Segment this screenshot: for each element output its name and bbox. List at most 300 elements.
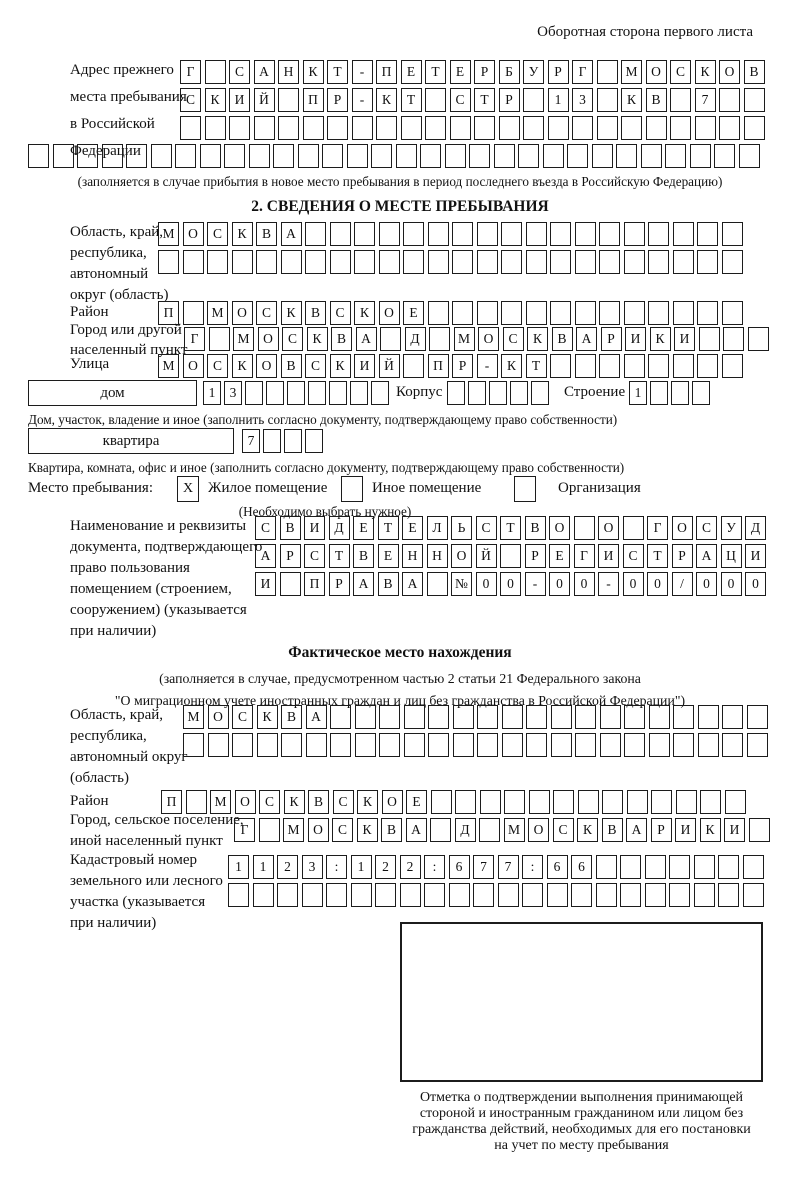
char-box[interactable]	[354, 222, 375, 246]
char-box[interactable]	[208, 733, 229, 757]
char-box[interactable]	[673, 250, 694, 274]
char-box[interactable]: И	[304, 516, 325, 540]
char-box[interactable]	[718, 883, 739, 907]
char-box[interactable]: И	[674, 327, 695, 351]
char-box[interactable]	[305, 429, 323, 453]
char-box[interactable]: Е	[549, 544, 570, 568]
char-box[interactable]: Т	[378, 516, 399, 540]
checkbox-zhiloe[interactable]	[177, 476, 199, 502]
char-box[interactable]	[477, 705, 498, 729]
char-box[interactable]: К	[357, 818, 378, 842]
char-box[interactable]	[669, 883, 690, 907]
char-box[interactable]: О	[549, 516, 570, 540]
char-box[interactable]: Н	[278, 60, 299, 84]
char-box[interactable]	[376, 116, 397, 140]
region-row2[interactable]	[158, 250, 743, 274]
char-box[interactable]: №	[451, 572, 472, 596]
char-box[interactable]	[158, 250, 179, 274]
char-box[interactable]	[253, 883, 274, 907]
char-box[interactable]	[526, 301, 547, 325]
char-box[interactable]	[624, 733, 645, 757]
char-box[interactable]: 1	[228, 855, 249, 879]
char-box[interactable]	[575, 733, 596, 757]
char-box[interactable]	[690, 144, 711, 168]
char-box[interactable]	[28, 144, 49, 168]
char-box[interactable]: В	[281, 705, 302, 729]
char-box[interactable]	[347, 144, 368, 168]
char-box[interactable]: П	[428, 354, 449, 378]
char-box[interactable]	[501, 222, 522, 246]
char-box[interactable]: Е	[353, 516, 374, 540]
char-box[interactable]	[452, 250, 473, 274]
char-box[interactable]: К	[330, 354, 351, 378]
char-box[interactable]: П	[303, 88, 324, 112]
char-box[interactable]	[489, 381, 507, 405]
char-box[interactable]	[224, 144, 245, 168]
char-box[interactable]	[543, 144, 564, 168]
char-box[interactable]: Р	[651, 818, 672, 842]
char-box[interactable]: С	[332, 818, 353, 842]
char-box[interactable]	[649, 733, 670, 757]
char-box[interactable]	[722, 354, 743, 378]
char-box[interactable]	[743, 883, 764, 907]
char-box[interactable]: В	[646, 88, 667, 112]
char-box[interactable]	[743, 855, 764, 879]
char-box[interactable]: С	[450, 88, 471, 112]
char-box[interactable]	[375, 883, 396, 907]
char-box[interactable]	[623, 516, 644, 540]
char-box[interactable]: О	[528, 818, 549, 842]
char-box[interactable]: В	[381, 818, 402, 842]
char-box[interactable]: К	[357, 790, 378, 814]
char-box[interactable]: Р	[474, 60, 495, 84]
char-box[interactable]	[522, 883, 543, 907]
char-box[interactable]	[330, 705, 351, 729]
char-box[interactable]	[396, 144, 417, 168]
char-box[interactable]	[648, 250, 669, 274]
char-box[interactable]: А	[406, 818, 427, 842]
char-box[interactable]: А	[696, 544, 717, 568]
char-box[interactable]: Ц	[721, 544, 742, 568]
char-box[interactable]: Й	[254, 88, 275, 112]
char-box[interactable]: В	[602, 818, 623, 842]
char-box[interactable]	[550, 301, 571, 325]
char-box[interactable]: С	[304, 544, 325, 568]
char-box[interactable]: Г	[647, 516, 668, 540]
char-box[interactable]	[449, 883, 470, 907]
char-box[interactable]	[257, 733, 278, 757]
char-box[interactable]	[232, 250, 253, 274]
char-box[interactable]	[277, 883, 298, 907]
char-box[interactable]	[596, 883, 617, 907]
char-box[interactable]: М	[183, 705, 204, 729]
district-row[interactable]	[158, 301, 743, 325]
char-box[interactable]	[722, 733, 743, 757]
char-box[interactable]: Р	[452, 354, 473, 378]
char-box[interactable]	[665, 144, 686, 168]
char-box[interactable]: Р	[280, 544, 301, 568]
char-box[interactable]	[697, 222, 718, 246]
char-box[interactable]	[551, 733, 572, 757]
char-box[interactable]	[523, 116, 544, 140]
char-box[interactable]	[648, 354, 669, 378]
char-box[interactable]: Т	[526, 354, 547, 378]
char-box[interactable]: 7	[242, 429, 260, 453]
char-box[interactable]: К	[376, 88, 397, 112]
char-box[interactable]	[380, 327, 401, 351]
char-box[interactable]	[126, 144, 147, 168]
apartment-number-row[interactable]	[242, 429, 323, 453]
char-box[interactable]: В	[305, 301, 326, 325]
char-box[interactable]	[567, 144, 588, 168]
char-box[interactable]	[431, 790, 452, 814]
char-box[interactable]	[722, 301, 743, 325]
char-box[interactable]	[571, 883, 592, 907]
char-box[interactable]	[620, 883, 641, 907]
char-box[interactable]: О	[379, 301, 400, 325]
cadastre-row2[interactable]	[228, 883, 764, 907]
char-box[interactable]	[698, 705, 719, 729]
char-box[interactable]	[648, 301, 669, 325]
char-box[interactable]: 3	[224, 381, 242, 405]
char-box[interactable]	[676, 790, 697, 814]
char-box[interactable]	[228, 883, 249, 907]
char-box[interactable]: К	[257, 705, 278, 729]
char-box[interactable]	[183, 733, 204, 757]
char-box[interactable]	[698, 733, 719, 757]
char-box[interactable]	[263, 429, 281, 453]
char-box[interactable]: Е	[450, 60, 471, 84]
char-box[interactable]	[474, 116, 495, 140]
char-box[interactable]: Р	[548, 60, 569, 84]
char-box[interactable]	[53, 144, 74, 168]
char-box[interactable]: 2	[400, 855, 421, 879]
char-box[interactable]	[322, 144, 343, 168]
char-box[interactable]	[692, 381, 710, 405]
char-box[interactable]	[209, 327, 230, 351]
char-box[interactable]	[428, 250, 449, 274]
char-box[interactable]: А	[576, 327, 597, 351]
char-box[interactable]: Г	[180, 60, 201, 84]
char-box[interactable]: О	[183, 354, 204, 378]
char-box[interactable]	[649, 705, 670, 729]
char-box[interactable]	[371, 144, 392, 168]
char-box[interactable]	[697, 250, 718, 274]
char-box[interactable]	[596, 855, 617, 879]
char-box[interactable]	[747, 733, 768, 757]
char-box[interactable]: Д	[329, 516, 350, 540]
char-box[interactable]	[627, 790, 648, 814]
char-box[interactable]: П	[158, 301, 179, 325]
prev-address-row1[interactable]	[180, 60, 765, 84]
char-box[interactable]: О	[719, 60, 740, 84]
char-box[interactable]: Г	[234, 818, 255, 842]
char-box[interactable]	[278, 88, 299, 112]
char-box[interactable]: В	[552, 327, 573, 351]
char-box[interactable]: М	[283, 818, 304, 842]
char-box[interactable]: И	[724, 818, 745, 842]
char-box[interactable]: :	[424, 855, 445, 879]
char-box[interactable]: К	[527, 327, 548, 351]
char-box[interactable]	[550, 250, 571, 274]
char-box[interactable]	[599, 301, 620, 325]
char-box[interactable]	[403, 250, 424, 274]
char-box[interactable]: 1	[351, 855, 372, 879]
char-box[interactable]	[403, 354, 424, 378]
house-number-row[interactable]	[203, 381, 389, 405]
char-box[interactable]: -	[352, 60, 373, 84]
char-box[interactable]	[379, 250, 400, 274]
char-box[interactable]	[624, 705, 645, 729]
char-box[interactable]	[723, 327, 744, 351]
char-box[interactable]	[597, 60, 618, 84]
char-box[interactable]: Т	[647, 544, 668, 568]
char-box[interactable]	[447, 381, 465, 405]
char-box[interactable]: Г	[574, 544, 595, 568]
char-box[interactable]: А	[356, 327, 377, 351]
char-box[interactable]	[305, 222, 326, 246]
char-box[interactable]	[379, 705, 400, 729]
char-box[interactable]: О	[478, 327, 499, 351]
char-box[interactable]	[205, 60, 226, 84]
char-box[interactable]	[425, 88, 446, 112]
char-box[interactable]: В	[378, 572, 399, 596]
char-box[interactable]	[305, 250, 326, 274]
char-box[interactable]	[550, 354, 571, 378]
char-box[interactable]: 0	[574, 572, 595, 596]
char-box[interactable]: А	[255, 544, 276, 568]
char-box[interactable]: К	[650, 327, 671, 351]
char-box[interactable]	[494, 144, 515, 168]
char-box[interactable]: 0	[721, 572, 742, 596]
char-box[interactable]	[479, 818, 500, 842]
char-box[interactable]: М	[158, 222, 179, 246]
char-box[interactable]	[450, 116, 471, 140]
char-box[interactable]: 7	[473, 855, 494, 879]
char-box[interactable]	[428, 301, 449, 325]
char-box[interactable]	[616, 144, 637, 168]
char-box[interactable]: О	[646, 60, 667, 84]
char-box[interactable]	[371, 381, 389, 405]
region-row1[interactable]	[158, 222, 743, 246]
cadastre-row1[interactable]	[228, 855, 764, 879]
char-box[interactable]	[379, 222, 400, 246]
char-box[interactable]: Ь	[451, 516, 472, 540]
char-box[interactable]	[744, 88, 765, 112]
char-box[interactable]	[578, 790, 599, 814]
document-row1[interactable]	[255, 516, 766, 540]
char-box[interactable]	[499, 116, 520, 140]
char-box[interactable]: Т	[425, 60, 446, 84]
char-box[interactable]	[351, 883, 372, 907]
char-box[interactable]	[600, 733, 621, 757]
street-row[interactable]	[158, 354, 743, 378]
char-box[interactable]: Д	[405, 327, 426, 351]
char-box[interactable]	[548, 116, 569, 140]
char-box[interactable]	[400, 883, 421, 907]
char-box[interactable]: М	[158, 354, 179, 378]
char-box[interactable]	[180, 116, 201, 140]
char-box[interactable]: 1	[629, 381, 647, 405]
char-box[interactable]	[306, 733, 327, 757]
char-box[interactable]	[477, 301, 498, 325]
char-box[interactable]	[722, 705, 743, 729]
char-box[interactable]	[551, 705, 572, 729]
char-box[interactable]: И	[745, 544, 766, 568]
char-box[interactable]: -	[598, 572, 619, 596]
char-box[interactable]: И	[229, 88, 250, 112]
char-box[interactable]: А	[353, 572, 374, 596]
char-box[interactable]: 7	[498, 855, 519, 879]
char-box[interactable]	[714, 144, 735, 168]
char-box[interactable]	[700, 790, 721, 814]
char-box[interactable]: 1	[548, 88, 569, 112]
char-box[interactable]	[469, 144, 490, 168]
char-box[interactable]	[455, 790, 476, 814]
char-box[interactable]: Д	[745, 516, 766, 540]
char-box[interactable]	[477, 250, 498, 274]
char-box[interactable]: 0	[745, 572, 766, 596]
char-box[interactable]: Е	[401, 60, 422, 84]
char-box[interactable]	[624, 354, 645, 378]
char-box[interactable]	[547, 883, 568, 907]
char-box[interactable]	[592, 144, 613, 168]
char-box[interactable]	[597, 116, 618, 140]
char-box[interactable]: П	[304, 572, 325, 596]
char-box[interactable]	[526, 733, 547, 757]
char-box[interactable]: Т	[500, 516, 521, 540]
char-box[interactable]	[266, 381, 284, 405]
char-box[interactable]: У	[523, 60, 544, 84]
char-box[interactable]: С	[696, 516, 717, 540]
char-box[interactable]: 2	[375, 855, 396, 879]
char-box[interactable]	[501, 250, 522, 274]
char-box[interactable]	[673, 354, 694, 378]
char-box[interactable]: У	[721, 516, 742, 540]
char-box[interactable]: А	[281, 222, 302, 246]
char-box[interactable]	[468, 381, 486, 405]
char-box[interactable]	[719, 116, 740, 140]
char-box[interactable]: К	[284, 790, 305, 814]
char-box[interactable]	[646, 116, 667, 140]
char-box[interactable]: 1	[253, 855, 274, 879]
char-box[interactable]: Р	[601, 327, 622, 351]
char-box[interactable]	[749, 818, 770, 842]
char-box[interactable]	[641, 144, 662, 168]
char-box[interactable]	[739, 144, 760, 168]
char-box[interactable]: Й	[379, 354, 400, 378]
char-box[interactable]	[287, 381, 305, 405]
house-box[interactable]	[28, 380, 197, 406]
char-box[interactable]: С	[670, 60, 691, 84]
char-box[interactable]: В	[281, 354, 302, 378]
char-box[interactable]	[102, 144, 123, 168]
char-box[interactable]	[673, 222, 694, 246]
char-box[interactable]	[428, 733, 449, 757]
char-box[interactable]: Р	[672, 544, 693, 568]
char-box[interactable]	[500, 544, 521, 568]
char-box[interactable]: 0	[647, 572, 668, 596]
char-box[interactable]: В	[744, 60, 765, 84]
char-box[interactable]	[529, 790, 550, 814]
char-box[interactable]: :	[326, 855, 347, 879]
char-box[interactable]	[719, 88, 740, 112]
char-box[interactable]: С	[503, 327, 524, 351]
char-box[interactable]: О	[256, 354, 277, 378]
char-box[interactable]	[445, 144, 466, 168]
char-box[interactable]: С	[476, 516, 497, 540]
char-box[interactable]: -	[477, 354, 498, 378]
char-box[interactable]: Н	[402, 544, 423, 568]
char-box[interactable]	[352, 116, 373, 140]
char-box[interactable]: К	[232, 222, 253, 246]
char-box[interactable]: М	[233, 327, 254, 351]
char-box[interactable]: Й	[476, 544, 497, 568]
char-box[interactable]	[428, 705, 449, 729]
char-box[interactable]	[427, 572, 448, 596]
char-box[interactable]: В	[353, 544, 374, 568]
char-box[interactable]: В	[525, 516, 546, 540]
char-box[interactable]: С	[256, 301, 277, 325]
char-box[interactable]: Е	[402, 516, 423, 540]
char-box[interactable]: К	[232, 354, 253, 378]
char-box[interactable]: С	[333, 790, 354, 814]
char-box[interactable]	[200, 144, 221, 168]
char-box[interactable]: 2	[277, 855, 298, 879]
char-box[interactable]: О	[183, 222, 204, 246]
char-box[interactable]	[670, 88, 691, 112]
char-box[interactable]	[284, 429, 302, 453]
char-box[interactable]: К	[303, 60, 324, 84]
char-box[interactable]	[498, 883, 519, 907]
char-box[interactable]: Г	[184, 327, 205, 351]
char-box[interactable]: 6	[571, 855, 592, 879]
char-box[interactable]	[429, 327, 450, 351]
char-box[interactable]	[281, 733, 302, 757]
char-box[interactable]: 0	[549, 572, 570, 596]
char-box[interactable]	[473, 883, 494, 907]
char-box[interactable]: С	[207, 354, 228, 378]
checkbox-inoe[interactable]	[341, 476, 363, 502]
char-box[interactable]: И	[354, 354, 375, 378]
char-box[interactable]	[477, 733, 498, 757]
char-box[interactable]: М	[210, 790, 231, 814]
char-box[interactable]: 6	[547, 855, 568, 879]
prev-address-row3[interactable]	[180, 116, 765, 140]
char-box[interactable]	[256, 250, 277, 274]
char-box[interactable]: Т	[329, 544, 350, 568]
char-box[interactable]	[575, 250, 596, 274]
char-box[interactable]	[572, 116, 593, 140]
char-box[interactable]	[354, 250, 375, 274]
stroenie-row[interactable]	[629, 381, 710, 405]
char-box[interactable]: С	[229, 60, 250, 84]
fact-region-row1[interactable]	[183, 705, 768, 729]
char-box[interactable]: И	[598, 544, 619, 568]
char-box[interactable]	[453, 733, 474, 757]
char-box[interactable]	[650, 381, 668, 405]
char-box[interactable]: М	[454, 327, 475, 351]
char-box[interactable]	[502, 733, 523, 757]
char-box[interactable]	[526, 222, 547, 246]
char-box[interactable]	[699, 327, 720, 351]
char-box[interactable]: 0	[623, 572, 644, 596]
char-box[interactable]: С	[232, 705, 253, 729]
char-box[interactable]	[523, 88, 544, 112]
char-box[interactable]	[430, 818, 451, 842]
char-box[interactable]	[621, 116, 642, 140]
char-box[interactable]	[205, 116, 226, 140]
